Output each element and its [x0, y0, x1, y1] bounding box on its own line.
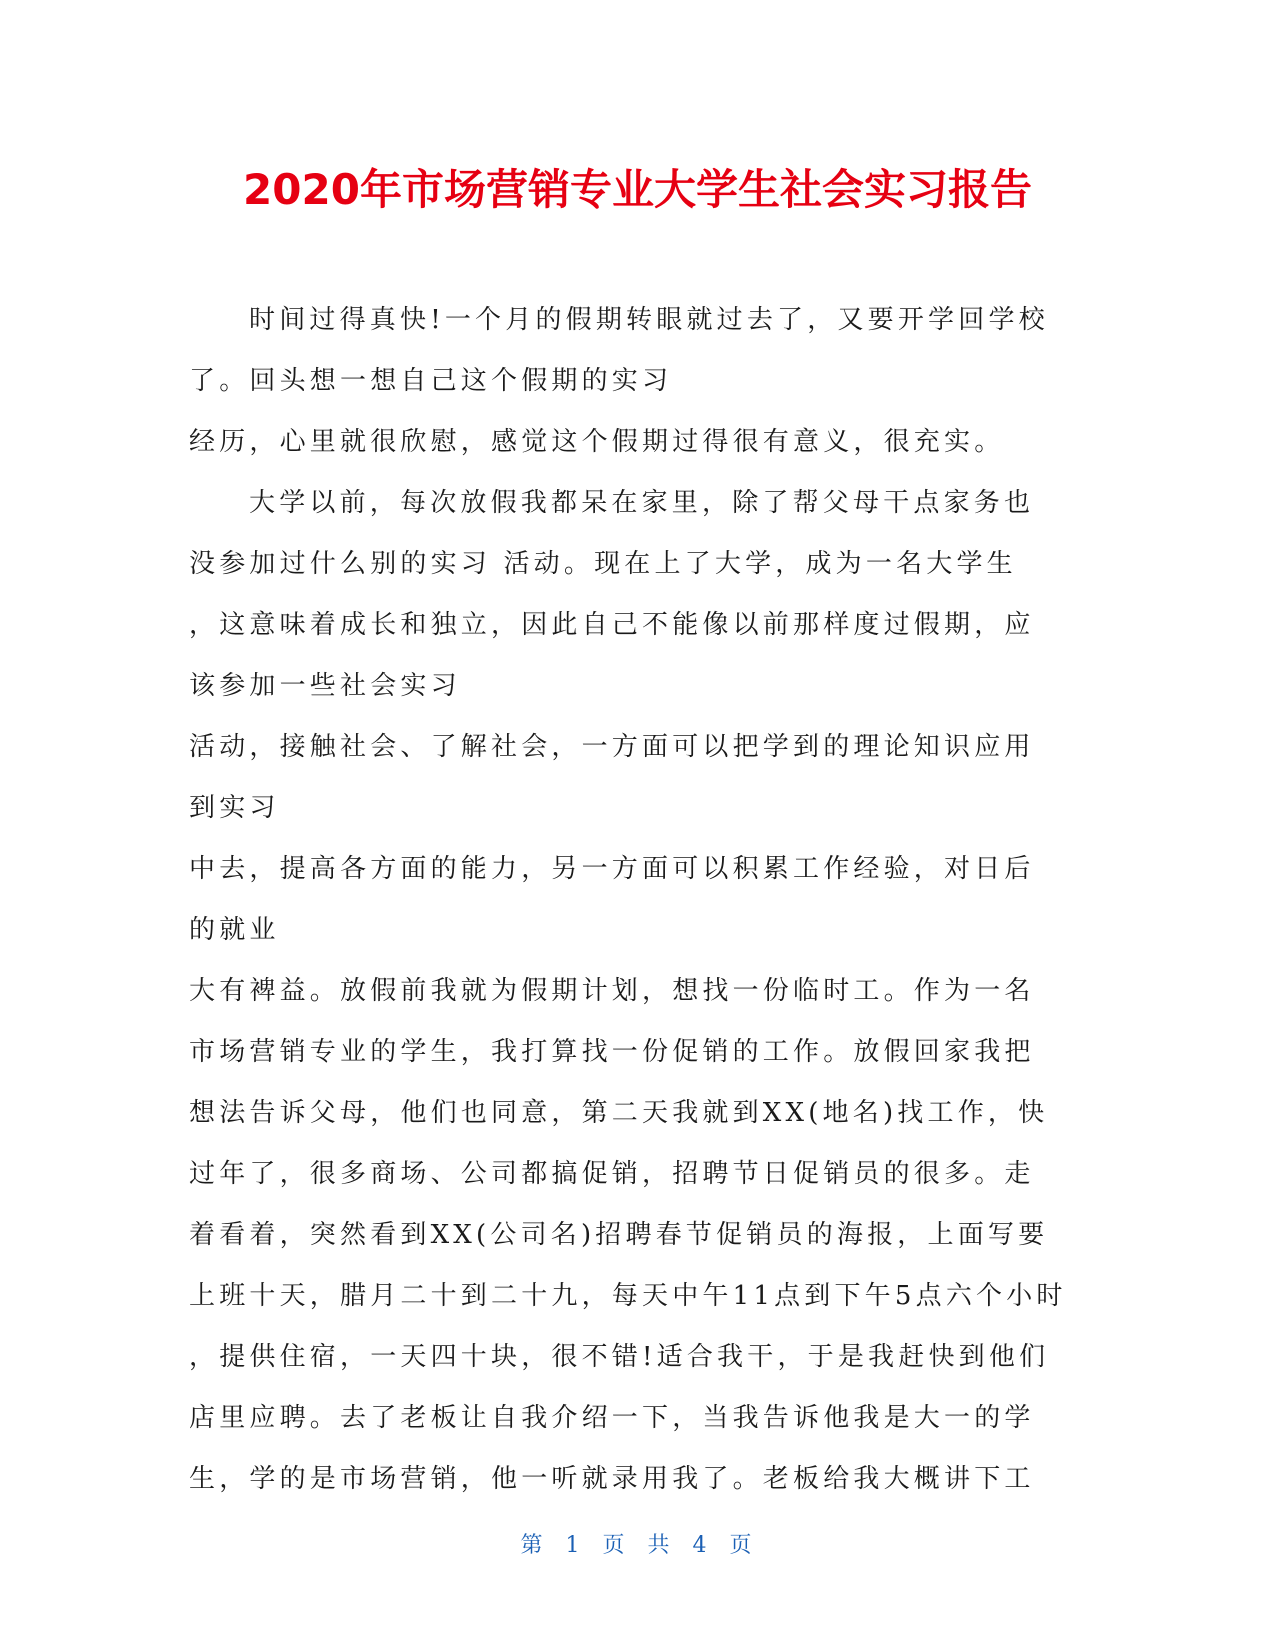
paragraph-line: 没参加过什么别的实习 活动。现在上了大学，成为一名大学生	[189, 549, 1017, 579]
paragraph-line: 活动，接触社会、了解社会，一方面可以把学到的理论知识应用	[189, 732, 1035, 762]
paragraph-line: ，这意味着成长和独立，因此自己不能像以前那样度过假期，应	[189, 610, 1035, 640]
paragraph-line: 生，学的是市场营销，他一听就录用我了。老板给我大概讲下工	[189, 1464, 1035, 1494]
paragraph-line: 该参加一些社会实习	[189, 671, 461, 701]
document-title: 2020年市场营销专业大学生社会实习报告	[243, 165, 1032, 214]
paragraph-line: 店里应聘。去了老板让自我介绍一下，当我告诉他我是大一的学	[189, 1403, 1035, 1433]
paragraph-line: 着看着，突然看到XX(公司名)招聘春节促销员的海报，上面写要	[189, 1220, 1049, 1250]
paragraph-line: 过年了，很多商场、公司都搞促销，招聘节日促销员的很多。走	[189, 1159, 1035, 1189]
paragraph-line: ，提供住宿，一天四十块，很不错!适合我干，于是我赶快到他们	[189, 1342, 1050, 1372]
paragraph-line: 了。回头想一想自己这个假期的实习	[189, 366, 673, 396]
paragraph-line: 中去，提高各方面的能力，另一方面可以积累工作经验，对日后	[189, 854, 1035, 884]
paragraph-line: 上班十天，腊月二十到二十九，每天中午11点到下午5点六个小时	[189, 1281, 1067, 1311]
document-body	[189, 290, 1089, 1510]
paragraph-line: 的就业	[189, 915, 280, 945]
paragraph-line: 大学以前，每次放假我都呆在家里，除了帮父母干点家务也	[249, 488, 1035, 518]
paragraph-line: 时间过得真快!一个月的假期转眼就过去了，又要开学回学校	[249, 305, 1049, 335]
page-number-footer: 第 1 页 共 4 页	[520, 1533, 755, 1558]
paragraph-line: 市场营销专业的学生，我打算找一份促销的工作。放假回家我把	[189, 1037, 1035, 1067]
paragraph-line: 大有裨益。放假前我就为假期计划，想找一份临时工。作为一名	[189, 976, 1035, 1006]
paragraph-line: 经历，心里就很欣慰，感觉这个假期过得很有意义，很充实。	[189, 427, 1005, 457]
paragraph-line: 到实习	[189, 793, 280, 823]
paragraph-line: 想法告诉父母，他们也同意，第二天我就到XX(地名)找工作，快	[189, 1098, 1049, 1128]
